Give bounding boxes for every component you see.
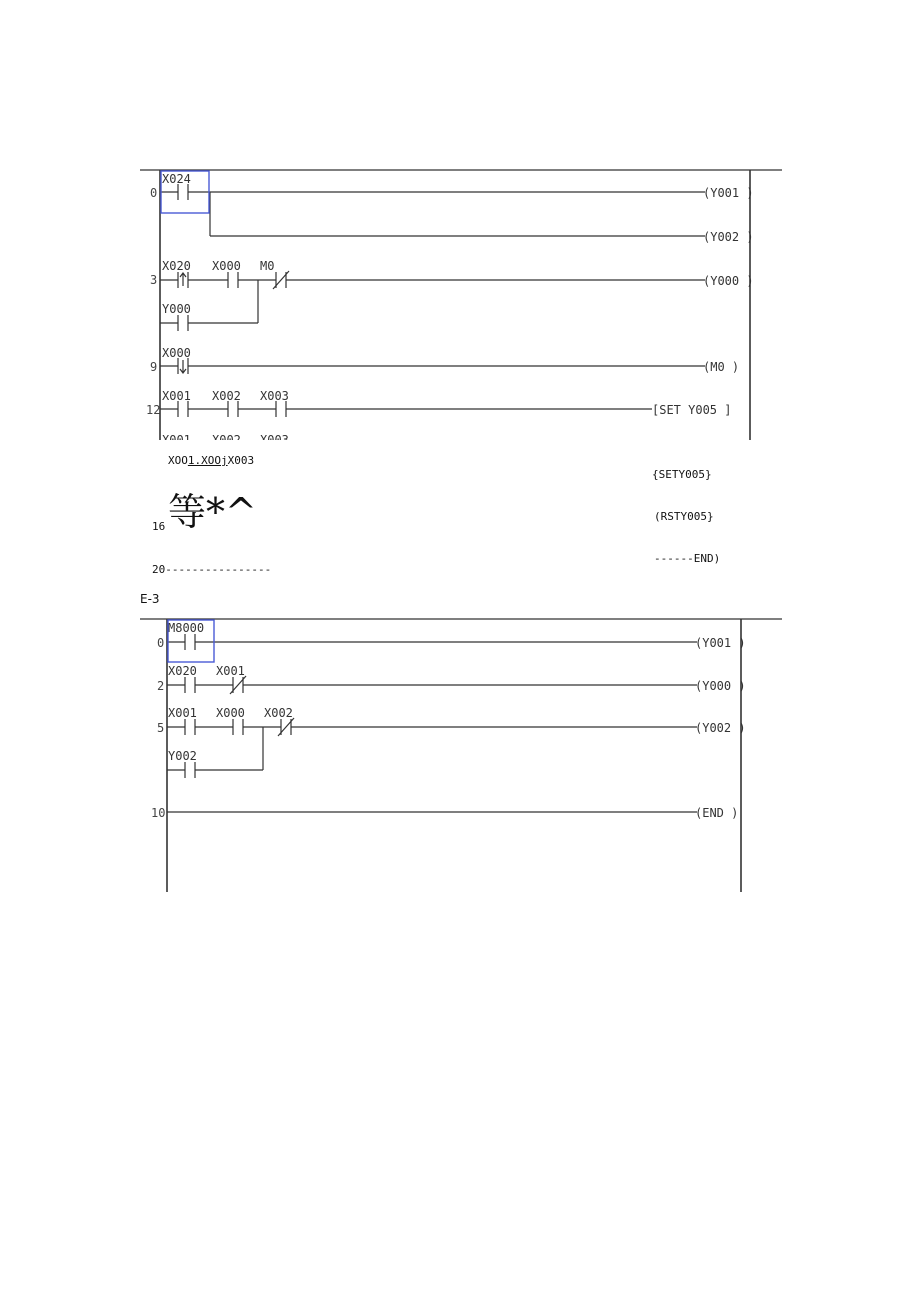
end-line: ------END) xyxy=(654,552,721,565)
step-number: 10 xyxy=(151,806,166,820)
contact-label: X000 xyxy=(162,346,191,360)
text-fragment: XOO xyxy=(168,454,188,467)
coil-y000: (Y000 ) xyxy=(695,679,746,693)
contact-label: X002 xyxy=(264,706,293,720)
contact-label: X001 xyxy=(162,389,191,403)
step-number: 2 xyxy=(157,679,165,693)
coil-y002: (Y002 ) xyxy=(703,230,754,244)
step-number: 5 xyxy=(157,721,165,735)
step-number: 3 xyxy=(150,273,158,287)
coil-y001: (Y001 ) xyxy=(695,636,746,650)
contact-label: M0 xyxy=(260,259,275,273)
coil-y002: (Y002 ) xyxy=(695,721,746,735)
contact-label: X024 xyxy=(162,172,191,186)
contact-label: X001 xyxy=(216,664,245,678)
set-line: {SETY005} xyxy=(652,468,712,481)
contact-label: M8000 xyxy=(168,621,205,635)
coil-y001: (Y001 ) xyxy=(703,186,754,200)
step-16: 16 xyxy=(152,520,166,533)
contact-label: X000 xyxy=(212,259,241,273)
coil-m0: (M0 ) xyxy=(703,360,740,374)
coil-set-y005: [SET Y005 ] xyxy=(652,403,732,417)
figure-label: E-3 xyxy=(140,592,160,606)
rst-line: (RSTY005} xyxy=(654,510,714,523)
step-number: 9 xyxy=(150,360,158,374)
contact-label: X020 xyxy=(168,664,197,678)
step-number: 0 xyxy=(157,636,165,650)
text-row-1 xyxy=(168,454,254,467)
ladder-diagram-2 xyxy=(140,619,782,892)
step-number: 12 xyxy=(146,403,161,417)
contact-label: Y002 xyxy=(168,749,197,763)
step-number: 0 xyxy=(150,186,158,200)
coil-end: (END ) xyxy=(695,806,739,820)
contact-label: X020 xyxy=(162,259,191,273)
garbled-glyphs: 等*^ xyxy=(168,490,257,534)
text-fragment: 1.XOOj xyxy=(187,454,228,467)
step-20-line: 20---------------- xyxy=(152,563,272,576)
contact-label: Y000 xyxy=(162,302,191,316)
text-fragment: X003 xyxy=(227,454,255,467)
ladder-diagram-1 xyxy=(140,170,790,450)
contact-label: X002 xyxy=(212,389,241,403)
contact-label: X001 xyxy=(168,706,197,720)
coil-y000: (Y000 ) xyxy=(703,274,754,288)
contact-label: X000 xyxy=(216,706,245,720)
contact-label: X003 xyxy=(260,389,289,403)
